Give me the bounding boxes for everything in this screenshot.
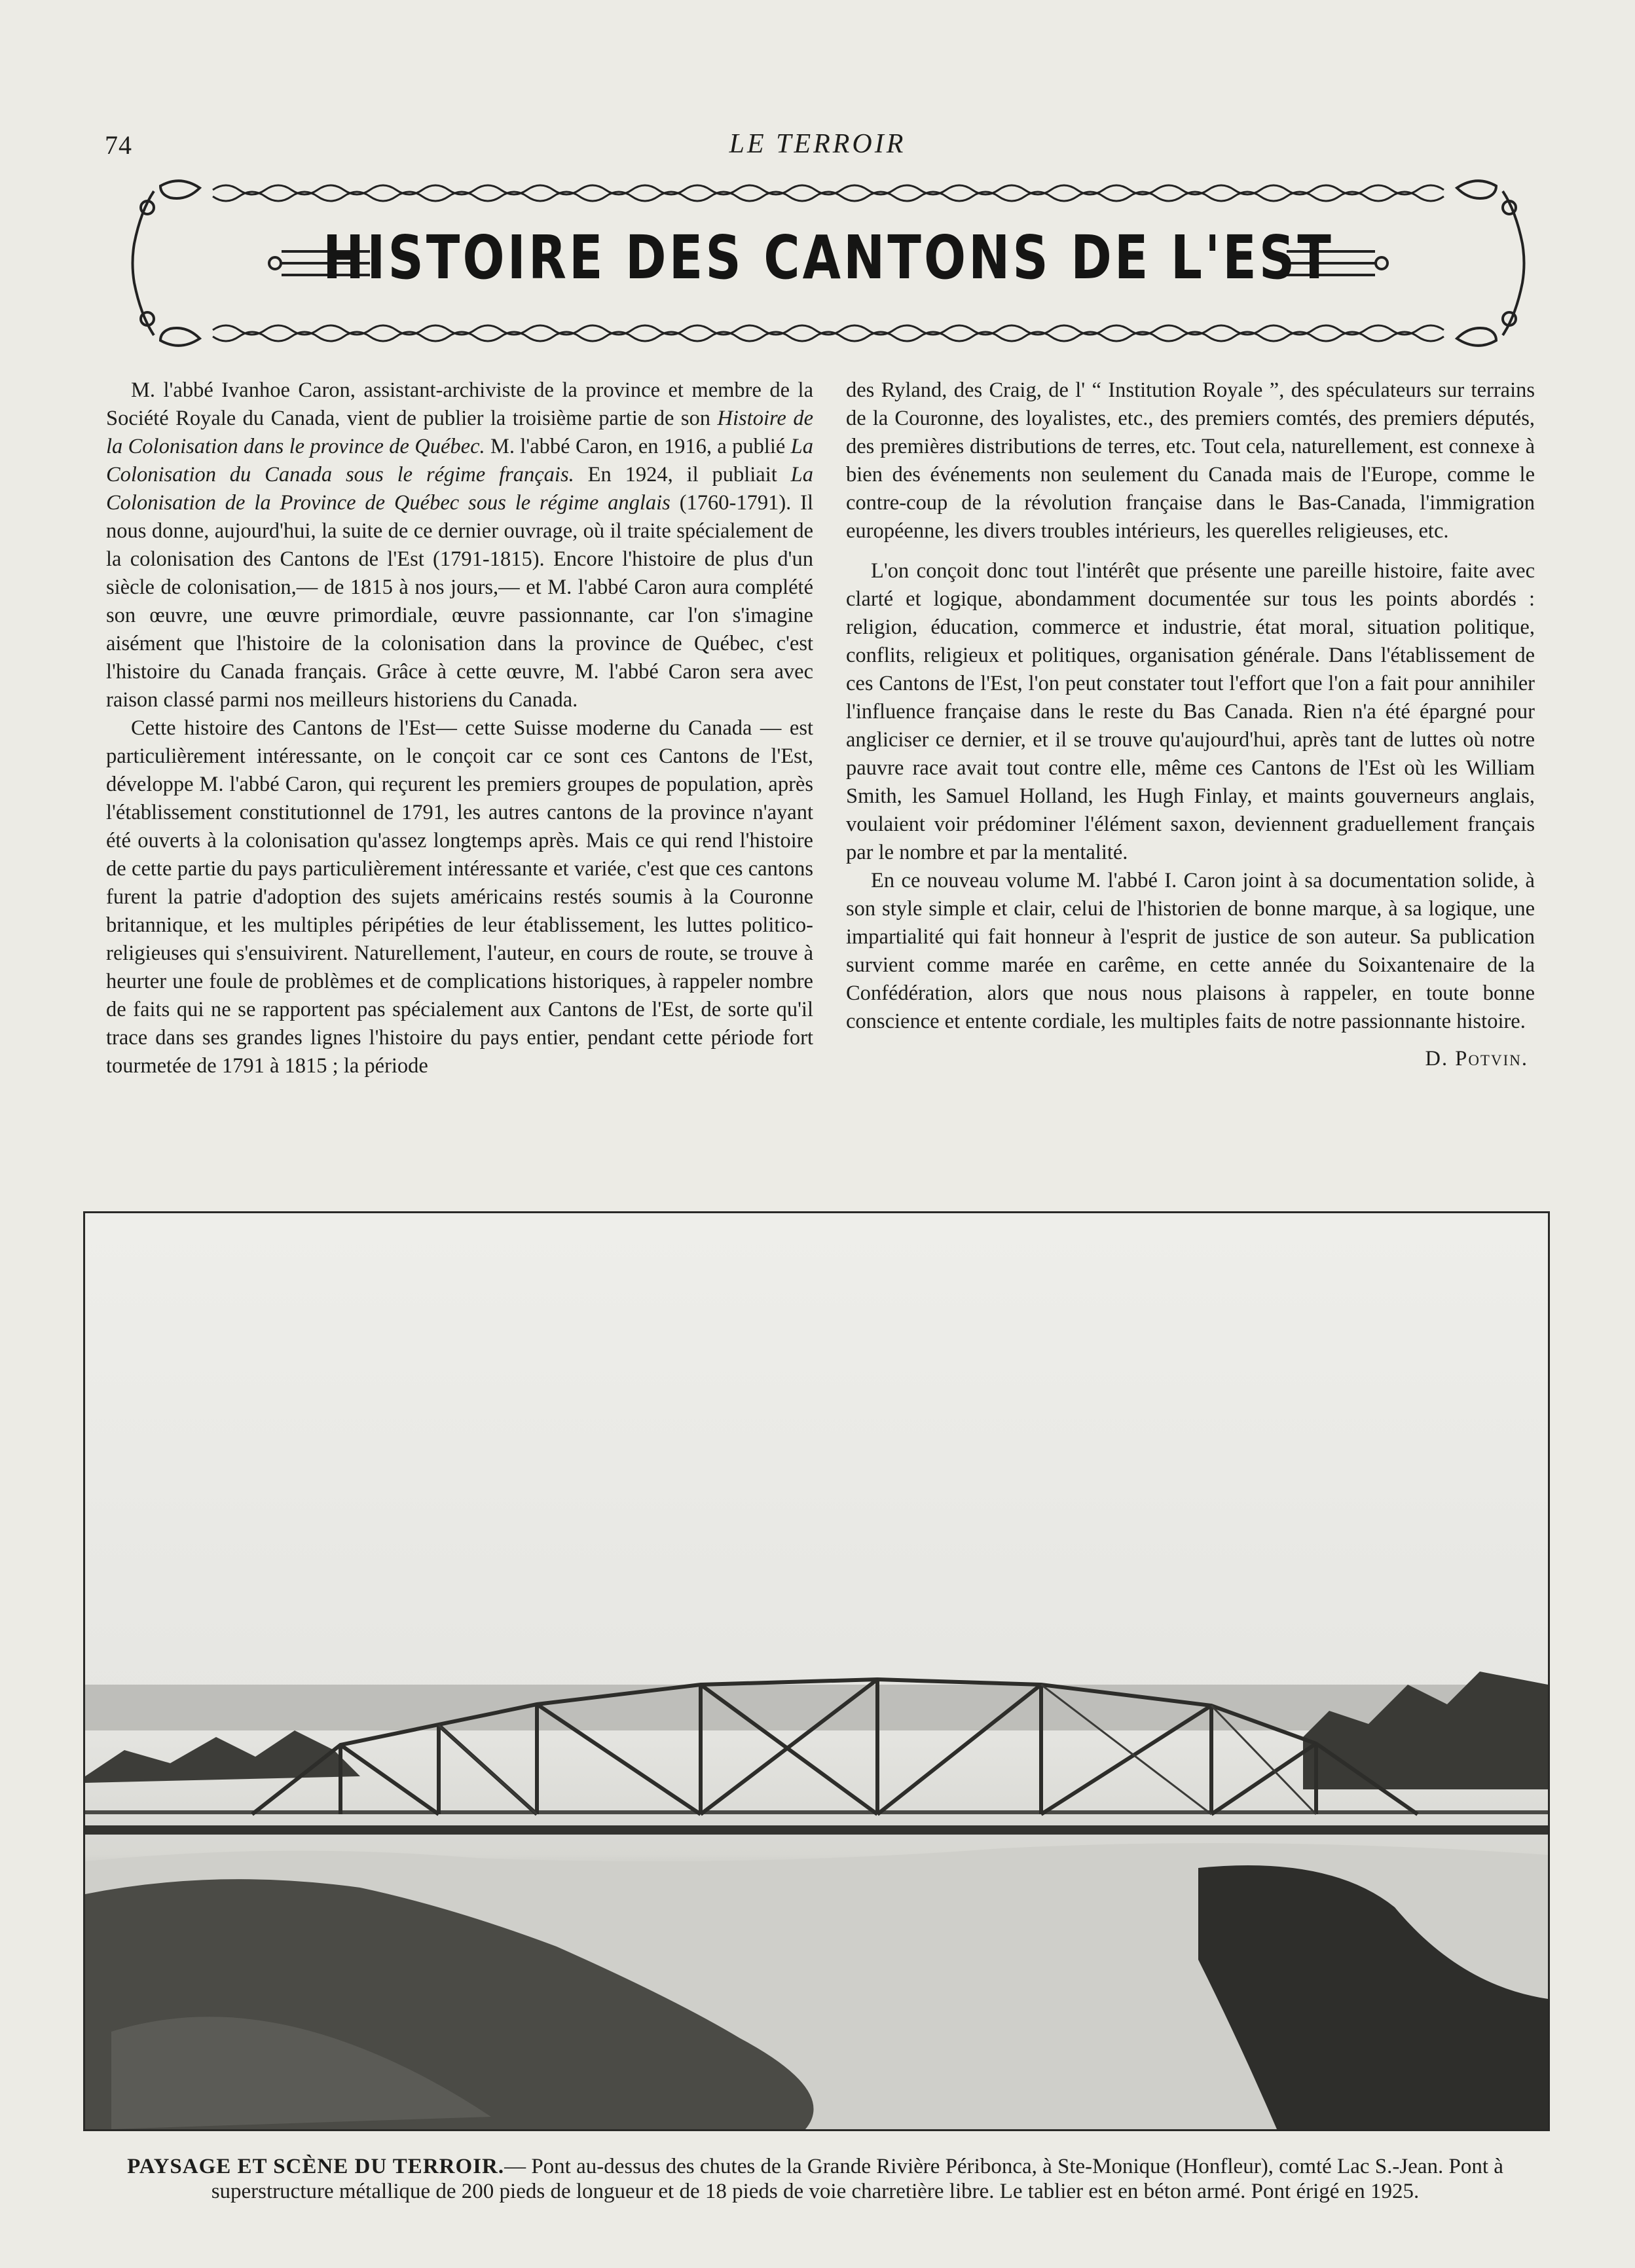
left-column	[106, 376, 813, 1080]
right-paragraph-2: L'on conçoit donc tout l'intérêt que présente une pareille histoire, faite avec clarté et logique, abondamment documentée sur tous les points abordés : religion, éducation, commerce et industrie, état moral, situation politique, conflits, religieux et politiques, organisation générale. Dans l'établissement de ces Cantons de l'Est, l'on peut constater tout l'effort que l'on a fait pour annihiler l'influence française dans le reste du Bas Canada. Rien n'a été épargné pour angliciser ce dernier, et il se trouve qu'aujourd'hui, après tant de luttes où notre pauvre race avait tout contre elle, même ces Cantons de l'Est où les William Smith, les Samuel Holland, les Hugh Finlay, et maints gouverneurs anglais, voulaient voir prédominer l'élément saxon, deviennent graduellement français par le nombre et par la mentalité.	[846, 559, 1535, 864]
book-title-italic: La Colonisation de la Province de Québec sous le régime anglais	[106, 463, 813, 515]
page-number: 74	[105, 130, 132, 160]
text-run: En 1924, il publiait	[574, 463, 791, 486]
running-head: LE TERROIR	[729, 129, 906, 159]
book-title-italic: La Colonisation du Canada sous le régime français.	[106, 435, 813, 486]
right-paragraph-3: En ce nouveau volume M. l'abbé I. Caron joint à sa documentation solide, à son style simple et clair, celui de l'historien de bonne marque, à sa logique, une impartialité qui fait honneur à l'esprit de justice de son auteur. Sa publication survient comme marée en carême, en cette année du Soixantenaire de la Confédération, alors que nous nous plaisons à rappeler, en toute bonne conscience et entente cordiale, les multiples faits de notre passionnante histoire.	[846, 869, 1535, 1033]
left-paragraph-1	[106, 376, 813, 714]
left-paragraph-2: Cette histoire des Cantons de l'Est— cette Suisse moderne du Canada — est particulièrement intéressante, on le conçoit car ce sont ces Cantons de l'Est, développe M. l'abbé Caron, qui reçurent les premiers groupes de population, après l'établissement constitutionnel de 1791, les autres cantons de la province n'ayant été ouverts à la colonisation qu'assez longtemps après. Mais ce qui rend l'histoire de cette partie du pays particulièrement intéressante et variée, c'est que ces cantons furent la patrie d'adoption des sujets américains restés soumis à la Couronne britannique, et les multiples péripéties de leur établissement, les luttes politico-religieuses qui s'ensuivirent. Naturellement, l'auteur, en cours de route, se trouve à heurter une foule de problèmes et de complications historiques, à rappeler nombre de faits qui ne se rapportent pas spécialement aux Cantons de l'Est, de sorte qu'il trace dans ses grandes lignes l'histoire du pays entier, pendant cette période fort tourmetée de 1791 à 1815 ; la période	[106, 716, 813, 1078]
photo-caption	[105, 2154, 1526, 2204]
text-run: (1760-1791). Il nous donne, aujourd'hui, la suite de ce dernier ouvrage, où il traite spécialement de la colonisation des Cantons de l'Est (1791-1815). Encore l'histoire de plus d'un siècle de colonisation,— de 1815 à nos jours,— et M. l'abbé Caron aura complété son œuvre, une œuvre primordiale, œuvre passionnante, car l'on s'imagine aisément que l'histoire de la colonisation dans la province de Québec, c'est l'histoire du Canada français. Grâce à cette œuvre, M. l'abbé Caron sera avec raison classé parmi nos meilleurs historiens du Canada.	[106, 491, 814, 712]
bridge-image	[85, 1213, 1548, 2129]
right-column	[846, 376, 1535, 1073]
text-run: M. l'abbé Caron, en 1916, a publié	[485, 435, 791, 458]
bridge-photograph	[83, 1211, 1550, 2131]
author-signature: D. Potvin.	[1425, 1047, 1528, 1070]
caption-lead: PAYSAGE ET SCÈNE DU TERROIR.	[127, 2155, 505, 2178]
title-ornamental-frame	[115, 172, 1542, 355]
right-paragraph-1: des Ryland, des Craig, de l' “ Institution Royale ”, des spéculateurs sur terrains de la Couronne, des loyalistes, etc., des premiers comtés, des premiers députés, des premières distributions de terres, etc. Tout cela, naturellement, est connexe à bien des événements non seulement du Canada mais de l'Europe, comme le contre-coup de la révolution française dans le Bas-Canada, l'immigration européenne, les divers troubles intérieurs, les querelles religieuses, etc.	[846, 378, 1535, 543]
text-run: M. l'abbé Ivanhoe Caron, assistant-archiviste de la province et membre de la Société Royale du Canada, vient de publier la troisième partie de son	[106, 378, 813, 430]
book-title-italic: Histoire de la Colonisation dans le province de Québec.	[106, 407, 813, 458]
article-title: HISTOIRE DES CANTONS DE L'EST	[323, 223, 1334, 293]
caption-text: — Pont au-dessus des chutes de la Grande Rivière Péribonca, à Ste-Monique (Honfleur), comté Lac S.-Jean. Pont à superstructure métallique de 200 pieds de longueur et de 18 pieds de voie charretière libre. Le tablier est en béton armé. Pont érigé en 1925.	[211, 2155, 1503, 2203]
